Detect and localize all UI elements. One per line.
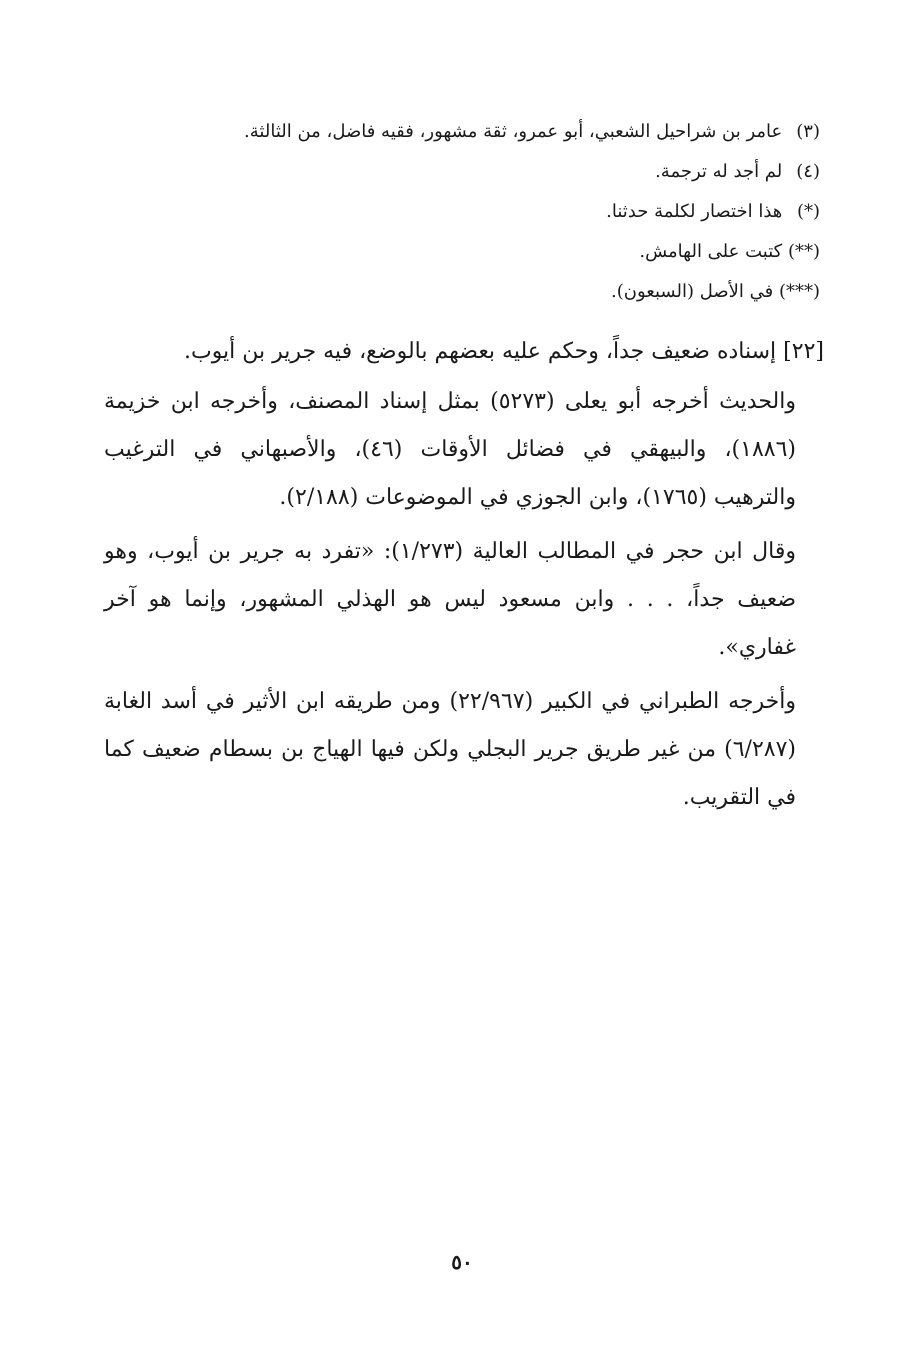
paragraph-ibn-hajar-quote: وقال ابن حجر في المطالب العالية (١/٢٧٣): «تفرد به جرير بن أيوب، وهو ضعيف جداً، . . . وابن مسعود ليس هو الهذلي المشهور، وإنما هو آخر غفاري». bbox=[104, 539, 796, 660]
footnote-text: هذا اختصار لكلمة حدثنا. bbox=[606, 201, 783, 222]
footnote-text: في الأصل (السبعون). bbox=[611, 281, 774, 302]
footnote-text: كتبت على الهامش. bbox=[639, 241, 783, 262]
footnote-marker: (**) bbox=[787, 241, 820, 262]
footnote-3 bbox=[120, 112, 820, 152]
footnote-text: عامر بن شراحيل الشعبي، أبو عمرو، ثقة مشهور، فقيه فاضل، من الثالثة. bbox=[244, 121, 783, 142]
entry-22 bbox=[104, 330, 824, 822]
entry-number: [٢٢] bbox=[783, 339, 824, 364]
entry-heading bbox=[104, 330, 824, 374]
page-number: ٥٠ bbox=[451, 1250, 473, 1274]
footnote-text: لم أجد له ترجمة. bbox=[655, 161, 783, 182]
paragraph-takhrij: والحديث أخرجه أبو يعلى (٥٢٧٣) بمثل إسناد المصنف، وأخرجه ابن خزيمة (١٨٨٦)، والبيهقي في فضائل الأوقات (٤٦)، والأصبهاني في الترغيب والترهيب (١٧٦٥)، وابن الجوزي في الموضوعات (٢/١٨٨). bbox=[104, 389, 796, 510]
footnotes-section bbox=[120, 112, 820, 312]
footnote-star-1 bbox=[120, 192, 820, 232]
footnote-star-2 bbox=[120, 232, 820, 272]
entry-heading-text: إسناده ضعيف جداً، وحكم عليه بعضهم بالوضع، فيه جرير بن أيوب. bbox=[183, 339, 777, 364]
footnote-marker: (***) bbox=[778, 281, 820, 302]
paragraph-tabarani: وأخرجه الطبراني في الكبير (٢٢/٩٦٧) ومن طريقه ابن الأثير في أسد الغابة (٦/٢٨٧) من غير طريق جرير البجلي ولكن فيها الهياج بن بسطام ضعيف كما في التقريب. bbox=[104, 689, 796, 810]
footnote-marker: (٣) bbox=[796, 121, 820, 142]
footnote-4 bbox=[120, 152, 820, 192]
footnote-marker: (*) bbox=[796, 201, 820, 222]
footnote-marker: (٤) bbox=[796, 161, 820, 182]
footnote-star-3 bbox=[120, 272, 820, 312]
